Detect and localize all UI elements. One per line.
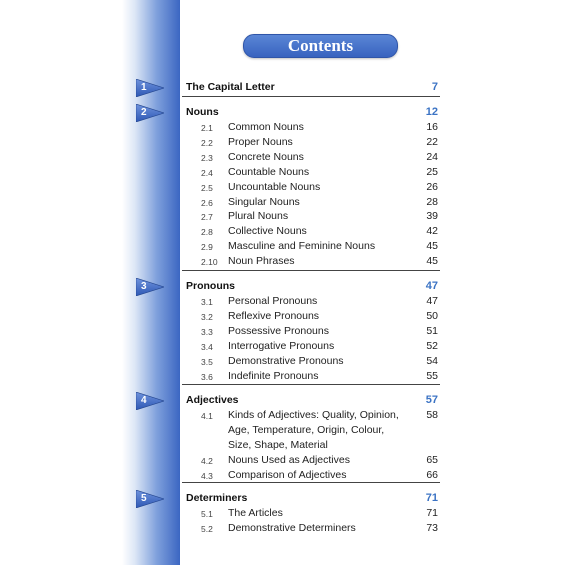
chapter-page-number: 71 [425,492,438,504]
section-page-number: 50 [426,309,438,322]
chapter-page-number: 7 [431,81,438,93]
section-row[interactable] [0,468,565,483]
section-page-number: 39 [426,210,438,223]
section-row[interactable] [0,354,565,369]
section-page-number: 22 [426,135,438,148]
section-title: Indefinite Pronouns [228,369,319,382]
section-number: 3.5 [201,356,213,367]
section-row[interactable] [0,309,565,324]
section-number: 4.1 [201,411,213,421]
section-divider [182,482,440,483]
section-row[interactable] [0,339,565,354]
chapter-page-number: 57 [425,394,438,406]
section-title: Personal Pronouns [228,295,318,307]
chapter-page-number: 12 [425,106,438,118]
section-title: Singular Nouns [228,195,300,208]
section-page-number: 51 [426,324,438,337]
section-number: 2.1 [201,123,213,133]
section-page-number: 28 [426,195,438,208]
section-divider [182,270,440,271]
section-page-number: 45 [426,240,438,253]
section-page-number: 47 [426,295,438,307]
section-page-number: 25 [426,165,438,178]
section-number: 2.3 [201,152,213,163]
section-title: Nouns Used as Adjectives [228,454,350,466]
section-page-number: 55 [426,369,438,382]
section-number: 5.2 [201,523,213,534]
section-number: 3.1 [201,297,213,307]
chapter-row[interactable] [0,491,565,506]
section-title: Kinds of Adjectives: Quality, Opinion, Age, Temperature, Origin, Colour, Size, Shape, Material [228,409,399,451]
section-row[interactable] [0,324,565,339]
chapter-marker-number: 1 [141,82,147,93]
section-number: 5.1 [201,509,213,519]
section-page-number: 71 [426,507,438,519]
section-title: Common Nouns [228,121,304,133]
section-title: Proper Nouns [228,135,293,148]
section-page-number: 45 [426,255,438,268]
section-divider [182,384,440,385]
section-row[interactable] [0,165,565,180]
section-row[interactable] [0,135,565,150]
section-title: Masculine and Feminine Nouns [228,240,376,253]
section-number: 2.6 [201,197,213,208]
section-page-number: 66 [426,468,438,481]
chapter-marker-number: 3 [141,281,147,292]
section-row[interactable] [0,195,565,210]
section-divider [182,96,440,97]
section-title: Countable Nouns [228,165,310,178]
chapter-row[interactable] [0,105,565,120]
chapter-title: Pronouns [186,280,235,292]
section-row[interactable] [0,254,565,269]
chapter-page-number: 47 [425,280,438,292]
section-number: 2.5 [201,182,213,193]
section-title: Reflexive Pronouns [228,309,320,322]
section-number: 2.2 [201,137,213,148]
chapter-marker-number: 2 [141,107,147,118]
chapter-marker-number: 5 [141,493,147,504]
section-number: 4.2 [201,456,213,466]
section-number: 3.4 [201,341,213,352]
section-page-number: 54 [426,354,438,367]
section-title: Demonstrative Determiners [228,521,356,534]
section-number: 3.2 [201,311,213,322]
section-row[interactable] [0,408,565,453]
section-row[interactable] [0,506,565,521]
section-row[interactable] [0,239,565,254]
section-number: 2.9 [201,242,213,253]
section-title: Plural Nouns [228,210,289,223]
section-title: Concrete Nouns [228,150,304,163]
chapter-row[interactable] [0,80,565,95]
section-title: The Articles [228,507,283,519]
section-title: Interrogative Pronouns [228,339,335,352]
section-title: Possessive Pronouns [228,324,329,337]
section-row[interactable] [0,209,565,224]
chapter-row[interactable] [0,279,565,294]
section-row[interactable] [0,294,565,309]
section-row[interactable] [0,521,565,536]
section-title: Noun Phrases [228,255,295,268]
chapter-title: The Capital Letter [186,81,275,93]
section-number: 2.8 [201,227,213,238]
section-row[interactable] [0,224,565,239]
chapter-title: Nouns [186,106,219,118]
section-page-number: 42 [426,225,438,238]
section-row[interactable] [0,150,565,165]
chapter-row[interactable] [0,393,565,408]
section-page-number: 24 [426,150,438,163]
section-number: 3.6 [201,371,213,382]
section-title: Demonstrative Pronouns [228,354,344,367]
section-page-number: 73 [426,521,438,534]
chapter-title: Determiners [186,492,248,504]
section-title: Collective Nouns [228,225,307,238]
section-row[interactable] [0,453,565,468]
section-page-number: 26 [426,180,438,193]
section-row[interactable] [0,180,565,195]
section-row[interactable] [0,369,565,384]
section-page-number: 58 [426,409,438,421]
section-number: 2.4 [201,167,213,178]
section-number: 2.7 [201,212,213,223]
section-number: 3.3 [201,326,213,337]
section-number: 2.10 [201,257,218,268]
section-page-number: 65 [426,454,438,466]
page-title: Contents [243,34,398,58]
section-title: Comparison of Adjectives [228,468,347,481]
chapter-title: Adjectives [186,394,239,406]
section-row[interactable] [0,120,565,135]
section-page-number: 16 [426,121,438,133]
section-page-number: 52 [426,339,438,352]
chapter-marker-number: 4 [141,395,147,406]
section-title: Uncountable Nouns [228,180,321,193]
section-number: 4.3 [201,470,213,481]
